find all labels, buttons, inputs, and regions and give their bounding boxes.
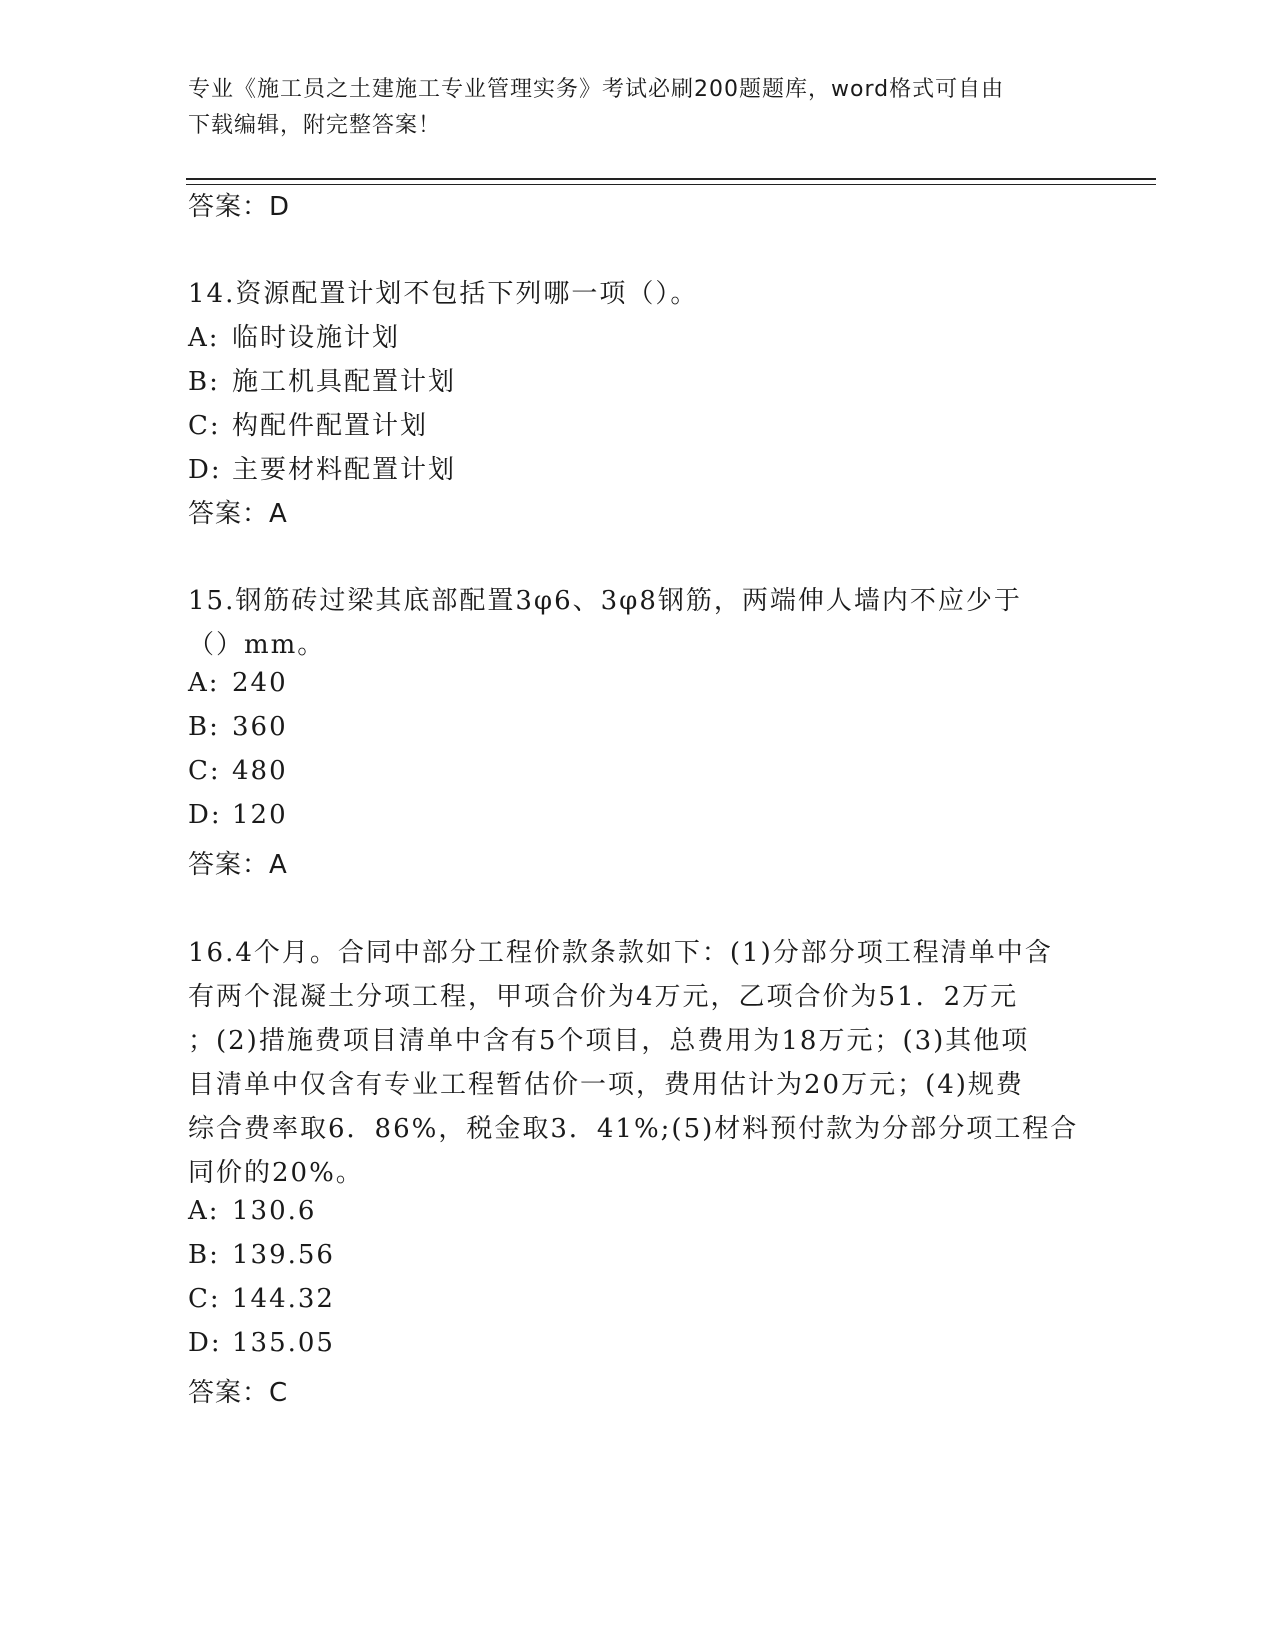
option-text: 144.32	[232, 1284, 335, 1314]
question-14-stem: 14.资源配置计划不包括下列哪一项（）。	[188, 279, 699, 309]
option-text: 135.05	[232, 1328, 335, 1358]
question-16-option-a	[188, 1196, 316, 1226]
question-15-stem-line-1: 15.钢筋砖过梁其底部配置3φ6、3φ8钢筋，两端伸人墙内不应少于	[188, 586, 1022, 616]
question-16-option-c	[188, 1284, 335, 1314]
option-label: C:	[188, 1284, 221, 1314]
option-label: A:	[188, 323, 220, 353]
option-text: 施工机具配置计划	[232, 367, 457, 397]
option-label: B:	[188, 367, 220, 397]
question-16-option-d	[188, 1328, 335, 1358]
question-16-stem-line-6: 同价的20%。	[188, 1158, 364, 1188]
header-rule-thick	[186, 178, 1156, 180]
question-16-stem-line-2: 有两个混凝土分项工程，甲项合价为4万元，乙项合价为51．2万元	[188, 982, 1019, 1012]
question-16-stem-line-5: 综合费率取6．86%，税金取3．41%;(5)材料预付款为分部分项工程合	[188, 1114, 1079, 1144]
option-label: D:	[188, 1328, 222, 1358]
question-15-option-c	[188, 756, 288, 786]
question-14-answer: 答案：A	[188, 499, 288, 529]
option-label: C:	[188, 756, 221, 786]
option-label: B:	[188, 1240, 220, 1270]
option-text: 130.6	[232, 1196, 317, 1226]
option-label: D:	[188, 800, 222, 830]
question-14-option-b	[188, 361, 456, 398]
document-header	[188, 72, 1068, 144]
option-text: 360	[232, 712, 288, 742]
option-text: 139.56	[232, 1240, 335, 1270]
question-15-option-b	[188, 712, 288, 742]
question-14-option-a	[188, 317, 400, 354]
question-16-option-b	[188, 1240, 335, 1270]
question-16-stem-line-4: 目清单中仅含有专业工程暂估价一项，费用估计为20万元；(4)规费	[188, 1070, 1024, 1100]
option-label: C:	[188, 411, 221, 441]
question-16-stem-line-3: ；(2)措施费项目清单中含有5个项目，总费用为18万元；(3)其他项	[188, 1026, 1030, 1056]
header-line-2: 下载编辑，附完整答案！	[188, 113, 442, 138]
option-text: 480	[232, 756, 288, 786]
option-text: 240	[232, 668, 288, 698]
option-label: A:	[188, 668, 220, 698]
question-16-stem-line-1: 16.4个月。合同中部分工程价款条款如下：(1)分部分项工程清单中含	[188, 938, 1053, 968]
option-text: 主要材料配置计划	[232, 455, 457, 485]
question-14-option-c	[188, 405, 428, 442]
option-text: 构配件配置计划	[232, 411, 429, 441]
question-15-option-d	[188, 800, 288, 830]
question-16-answer: 答案：C	[188, 1378, 289, 1408]
question-14-option-d	[188, 449, 456, 486]
question-15-answer: 答案：A	[188, 850, 288, 880]
header-rule-thin	[186, 184, 1156, 185]
header-line-1: 专业《施工员之土建施工专业管理实务》考试必刷200题题库，word格式可自由	[188, 77, 1005, 102]
option-text: 120	[232, 800, 288, 830]
option-label: B:	[188, 712, 220, 742]
option-label: D:	[188, 455, 222, 485]
question-15-option-a	[188, 668, 288, 698]
question-15-stem-line-2: （）mm。	[188, 630, 326, 660]
option-label: A:	[188, 1196, 220, 1226]
answer-previous: 答案：D	[188, 192, 291, 222]
option-text: 临时设施计划	[232, 323, 401, 353]
